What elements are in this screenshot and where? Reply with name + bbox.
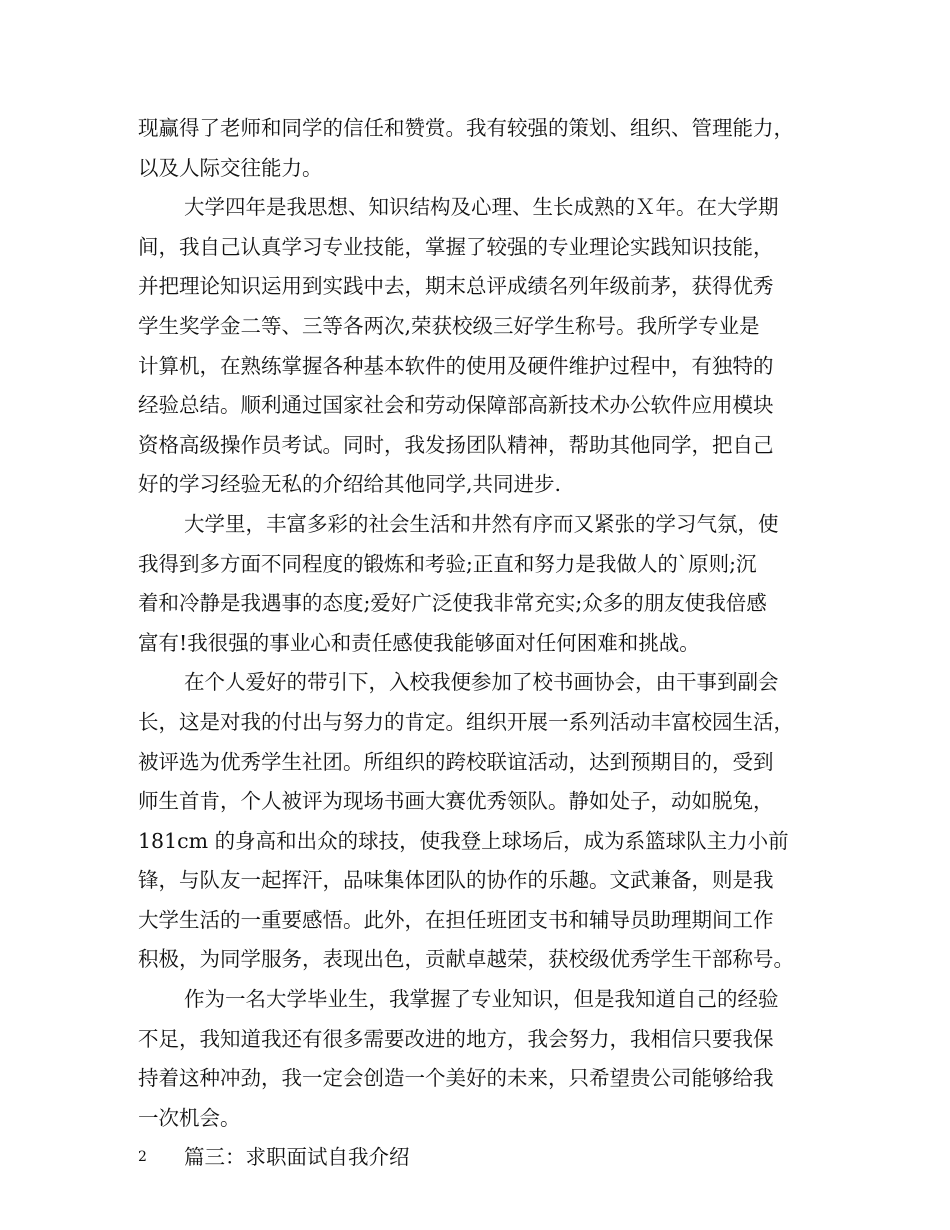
text-line: 以及人际交往能力。 — [138, 155, 323, 180]
text-line: 不足，我知道我还有很多需要改进的地方，我会努力，我相信只要我保 — [138, 1026, 774, 1051]
text-line: 间，我自己认真学习专业技能，掌握了较强的专业理论实践知识技能， — [138, 234, 774, 259]
text-line: 富有!我很强的事业心和责任感使我能够面对任何困难和挑战。 — [138, 630, 700, 655]
body-text — [138, 109, 828, 1178]
text-line: 计算机，在熟练掌握各种基本软件的使用及硬件维护过程中，有独特的 — [138, 353, 774, 378]
section-heading: 篇三：求职面试自我介绍 — [184, 1145, 410, 1170]
text-line: 好的学习经验无私的介绍给其他同学,共同进步. — [138, 472, 562, 497]
text-line: 积极，为同学服务，表现出色，贡献卓越荣，获校级优秀学生干部称号。 — [138, 947, 794, 972]
paragraph-start-line: 大学四年是我思想、知识结构及心理、生长成熟的Ｘ年。在大学期 — [184, 195, 779, 220]
text-line: 长，这是对我的付出与努力的肯定。组织开展一系列活动丰富校园生活， — [138, 709, 794, 734]
paragraph-start-line: 大学里，丰富多彩的社会生活和井然有序而又紧张的学习气氛，使 — [184, 511, 779, 536]
text-line: 181cm 的身高和出众的球技，使我登上球场后，成为系篮球队主力小前 — [138, 828, 789, 853]
paragraph-start-line: 在个人爱好的带引下，入校我便参加了校书画协会，由干事到副会 — [184, 670, 779, 695]
text-line: 我得到多方面不同程度的锻炼和考验;正直和努力是我做人的`原则;沉 — [138, 551, 757, 576]
text-line: 一次机会。 — [138, 1105, 241, 1130]
text-line: 现赢得了老师和同学的信任和赞赏。我有较强的策划、组织、管理能力， — [138, 116, 794, 140]
text-line: 着和冷静是我遇事的态度;爱好广泛使我非常充实;众多的朋友使我倍感 — [138, 591, 767, 616]
text-line: 经验总结。顺利通过国家社会和劳动保障部高新技术办公软件应用模块 — [138, 393, 774, 418]
paragraph-start-line: 作为一名大学毕业生，我掌握了专业知识，但是我知道自己的经验 — [184, 987, 779, 1012]
text-line: 并把理论知识运用到实践中去，期末总评成绩名列年级前茅，获得优秀 — [138, 274, 774, 299]
text-line: 师生首肯，个人被评为现场书画大赛优秀领队。静如处子，动如脱兔， — [138, 789, 774, 814]
text-line: 学生奖学金二等、三等各两次,荣获校级三好学生称号。我所学专业是 — [138, 313, 760, 338]
text-line: 资格高级操作员考试。同时，我发扬团队精神，帮助其他同学，把自己 — [138, 432, 774, 457]
page-number: 2 — [138, 1149, 147, 1165]
text-line: 大学生活的一重要感悟。此外，在担任班团支书和辅导员助理期间工作 — [138, 907, 774, 932]
text-line: 被评选为优秀学生社团。所组织的跨校联谊活动，达到预期目的，受到 — [138, 749, 774, 774]
text-line: 持着这种冲劲，我一定会创造一个美好的未来，只希望贵公司能够给我 — [138, 1066, 774, 1091]
text-line: 锋，与队友一起挥汗，品味集体团队的协作的乐趣。文武兼备，则是我 — [138, 868, 774, 893]
